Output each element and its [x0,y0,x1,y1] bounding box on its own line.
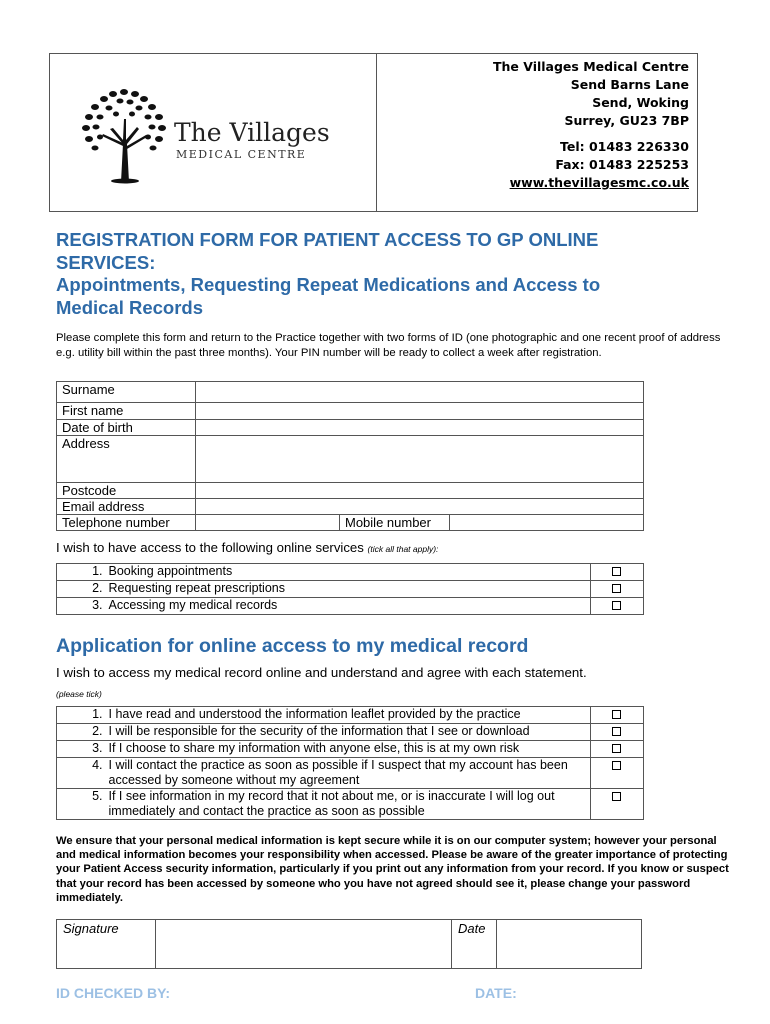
statement-label: I will be responsible for the security of the information that I see or download [105,724,591,741]
list-item: 2. I will be responsible for the security of the information that I see or download [57,724,644,741]
statement-checkbox[interactable] [612,710,621,719]
email-label: Email address [57,499,196,515]
security-warning: We ensure that your personal medical information is kept secure while it is on our computer system; however your personal and medical information becomes your responsibility when accessed. Please be aware of the greater importance of protecting your Patient Access security information, particularly if you print out any information from your record. If you know or suspect that your record has been accessed by someone who you have not agreed should see it, please change your password immediately. [56,835,729,904]
services-intro: I wish to have access to the following online services (tick all that apply): [56,540,439,555]
title-line: Appointments, Requesting Repeat Medications and Access to [56,274,601,295]
tick-hint: (please tick) [56,689,102,699]
list-item: 3. Accessing my medical records [57,598,644,615]
address-line: The Villages Medical Centre [492,59,689,74]
telephone: Tel: 01483 226330 [559,139,689,154]
list-item: 2. Requesting repeat prescriptions [57,581,644,598]
dob-label: Date of birth [57,420,196,436]
mobile-label: Mobile number [340,515,450,531]
footer-date-label: DATE: [475,985,517,1001]
intro-text: Please complete this form and return to the Practice together with two forms of ID (one photographic and one recent proof of address e.g. utility bill within the past three months). Your PIN number will be ready to collect a week after registration. [56,332,721,359]
list-item: 5. If I see information in my record that it not about me, or is inaccurate I will log out immediately and contact the practice as soon as possible [57,789,644,820]
statement-checkbox[interactable] [612,761,621,770]
signature-table [56,919,642,969]
logo [50,54,377,211]
postcode-field[interactable] [196,483,644,499]
service-label: Booking appointments [105,564,591,581]
agreement-table [56,706,644,820]
services-table [56,563,644,615]
first-name-field[interactable] [196,403,644,420]
address-line: Send, Woking [592,95,689,110]
logo-subtitle: MEDICAL CENTRE [176,148,307,161]
services-hint: (tick all that apply): [367,544,439,554]
logo-title: The Villages [174,118,330,147]
surname-label: Surname [57,382,196,403]
booking-checkbox[interactable] [612,567,621,576]
id-checked-label: ID CHECKED BY: [56,985,171,1001]
tree-logo-icon [80,84,168,184]
address-field[interactable] [196,436,644,483]
prescriptions-checkbox[interactable] [612,584,621,593]
telephone-label: Telephone number [57,515,196,531]
practice-address [377,54,697,211]
address-line: Send Barns Lane [570,77,689,92]
date-field[interactable] [497,920,642,969]
signature-field[interactable] [156,920,452,969]
statement-checkbox[interactable] [612,792,621,801]
application-intro: I wish to access my medical record online and understand and agree with each statement. [56,665,587,680]
records-checkbox[interactable] [612,601,621,610]
letterhead [49,53,698,212]
statement-label: I have read and understood the information leaflet provided by the practice [105,707,591,724]
statement-checkbox[interactable] [612,727,621,736]
title-line: SERVICES: [56,251,156,273]
address-line: Surrey, GU23 7BP [564,113,689,128]
first-name-label: First name [57,403,196,420]
statement-checkbox[interactable] [612,744,621,753]
statement-label: If I choose to share my information with anyone else, this is at my own risk [105,741,591,758]
postcode-label: Postcode [57,483,196,499]
list-item: 1. I have read and understood the information leaflet provided by the practice [57,707,644,724]
personal-details-table [56,381,644,531]
date-label: Date [452,920,497,969]
telephone-field[interactable] [196,515,340,531]
title-line: REGISTRATION FORM FOR PATIENT ACCESS TO GP ONLINE [56,229,599,250]
surname-field[interactable] [196,382,644,403]
website-link[interactable]: www.thevillagesmc.co.uk [509,175,689,190]
service-label: Requesting repeat prescriptions [105,581,591,598]
fax: Fax: 01483 225253 [555,157,689,172]
mobile-field[interactable] [450,515,644,531]
form-title [56,229,706,319]
list-item: 1. Booking appointments [57,564,644,581]
statement-label: If I see information in my record that it not about me, or is inaccurate I will log out immediately and contact the practice as soon as possible [105,789,591,820]
email-field[interactable] [196,499,644,515]
service-label: Accessing my medical records [105,598,591,615]
signature-label: Signature [57,920,156,969]
list-item: 3. If I choose to share my information with anyone else, this is at my own risk [57,741,644,758]
statement-label: I will contact the practice as soon as possible if I suspect that my account has been accessed by someone without my agreement [105,758,591,789]
address-label: Address [57,436,196,483]
list-item: 4. I will contact the practice as soon as possible if I suspect that my account has been accessed by someone without my agreement [57,758,644,789]
title-line: Medical Records [56,296,204,318]
dob-field[interactable] [196,420,644,436]
application-heading: Application for online access to my medical record [56,635,529,657]
